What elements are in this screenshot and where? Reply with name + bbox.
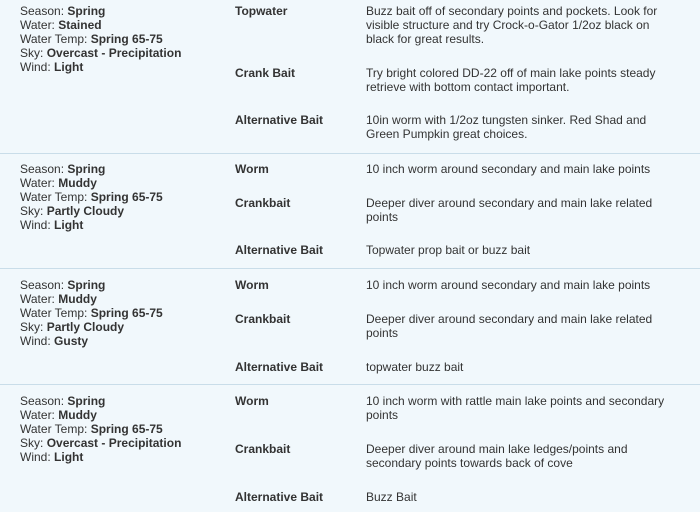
bait-type: Worm [235, 162, 269, 176]
conditions-summary [20, 394, 220, 464]
wind-value: Gusty [54, 334, 89, 348]
bait-description: Buzz Bait [366, 490, 417, 504]
bait-description: 10 inch worm around secondary and main lake points [366, 162, 651, 176]
bait-type: Crank Bait [235, 66, 296, 80]
sky-line: Sky: Overcast - Precipitation [20, 436, 182, 450]
water-line: Water: Stained [20, 18, 102, 32]
condition-block [0, 0, 700, 154]
bait-type: Worm [235, 394, 269, 408]
water-line: Water: Muddy [20, 408, 97, 422]
wind-line: Wind: Gusty [20, 334, 89, 348]
bait-description: Deeper diver around secondary and main lake related points [366, 196, 653, 224]
water-line: Water: Muddy [20, 292, 97, 306]
temp-value: Spring 65-75 [90, 190, 163, 204]
temp-value: Spring 65-75 [90, 32, 163, 46]
bait-description: topwater buzz bait [366, 360, 464, 374]
temp-line: Water Temp: Spring 65-75 [20, 306, 163, 320]
wind-value: Light [54, 60, 84, 74]
bait-description: Try bright colored DD-22 off of main lake points steady retrieve with bottom contact important. [366, 66, 656, 94]
bait-description: Buzz bait off of secondary points and pockets. Look for visible structure and try Crock-o-Gator 1/2oz black on black for great results. [366, 4, 658, 46]
season-line: Season: Spring [20, 4, 106, 18]
condition-block [0, 269, 700, 385]
sky-value: Overcast - Precipitation [46, 46, 182, 60]
bait-type: Alternative Bait [235, 490, 324, 504]
temp-value: Spring 65-75 [90, 306, 163, 320]
bait-type: Crankbait [235, 442, 291, 456]
conditions-summary [20, 278, 220, 348]
season-line: Season: Spring [20, 394, 106, 408]
conditions-summary [20, 4, 220, 74]
sky-line: Sky: Partly Cloudy [20, 320, 125, 334]
bait-type: Alternative Bait [235, 360, 324, 374]
bait-description: 10 inch worm around secondary and main lake points [366, 278, 651, 292]
sky-line: Sky: Partly Cloudy [20, 204, 125, 218]
condition-block [0, 154, 700, 269]
bait-description: Deeper diver around secondary and main lake related points [366, 312, 653, 340]
season-value: Spring [67, 278, 106, 292]
sky-value: Partly Cloudy [46, 320, 125, 334]
conditions-summary [20, 162, 220, 232]
bait-description: Deeper diver around main lake ledges/points and secondary points towards back of cove [366, 442, 628, 470]
water-value: Muddy [58, 176, 97, 190]
season-value: Spring [67, 4, 106, 18]
bait-type: Crankbait [235, 312, 291, 326]
season-line: Season: Spring [20, 278, 106, 292]
wind-value: Light [54, 218, 84, 232]
bait-description: Topwater prop bait or buzz bait [366, 243, 531, 257]
season-value: Spring [67, 394, 106, 408]
temp-line: Water Temp: Spring 65-75 [20, 32, 163, 46]
temp-value: Spring 65-75 [90, 422, 163, 436]
wind-line: Wind: Light [20, 450, 84, 464]
bait-type: Alternative Bait [235, 113, 324, 127]
sky-value: Partly Cloudy [46, 204, 125, 218]
season-line: Season: Spring [20, 162, 106, 176]
bait-description: 10in worm with 1/2oz tungsten sinker. Red Shad and Green Pumpkin great choices. [366, 113, 647, 141]
sky-value: Overcast - Precipitation [46, 436, 182, 450]
temp-line: Water Temp: Spring 65-75 [20, 422, 163, 436]
water-value: Muddy [58, 292, 97, 306]
wind-line: Wind: Light [20, 218, 84, 232]
water-line: Water: Muddy [20, 176, 97, 190]
condition-block [0, 385, 700, 511]
wind-value: Light [54, 450, 84, 464]
season-value: Spring [67, 162, 106, 176]
bait-type: Alternative Bait [235, 243, 324, 257]
temp-line: Water Temp: Spring 65-75 [20, 190, 163, 204]
water-value: Stained [58, 18, 102, 32]
water-value: Muddy [58, 408, 97, 422]
bait-type: Crankbait [235, 196, 291, 210]
wind-line: Wind: Light [20, 60, 84, 74]
bait-type: Topwater [235, 4, 288, 18]
bait-description: 10 inch worm with rattle main lake points and secondary points [366, 394, 665, 422]
sky-line: Sky: Overcast - Precipitation [20, 46, 182, 60]
bait-type: Worm [235, 278, 269, 292]
